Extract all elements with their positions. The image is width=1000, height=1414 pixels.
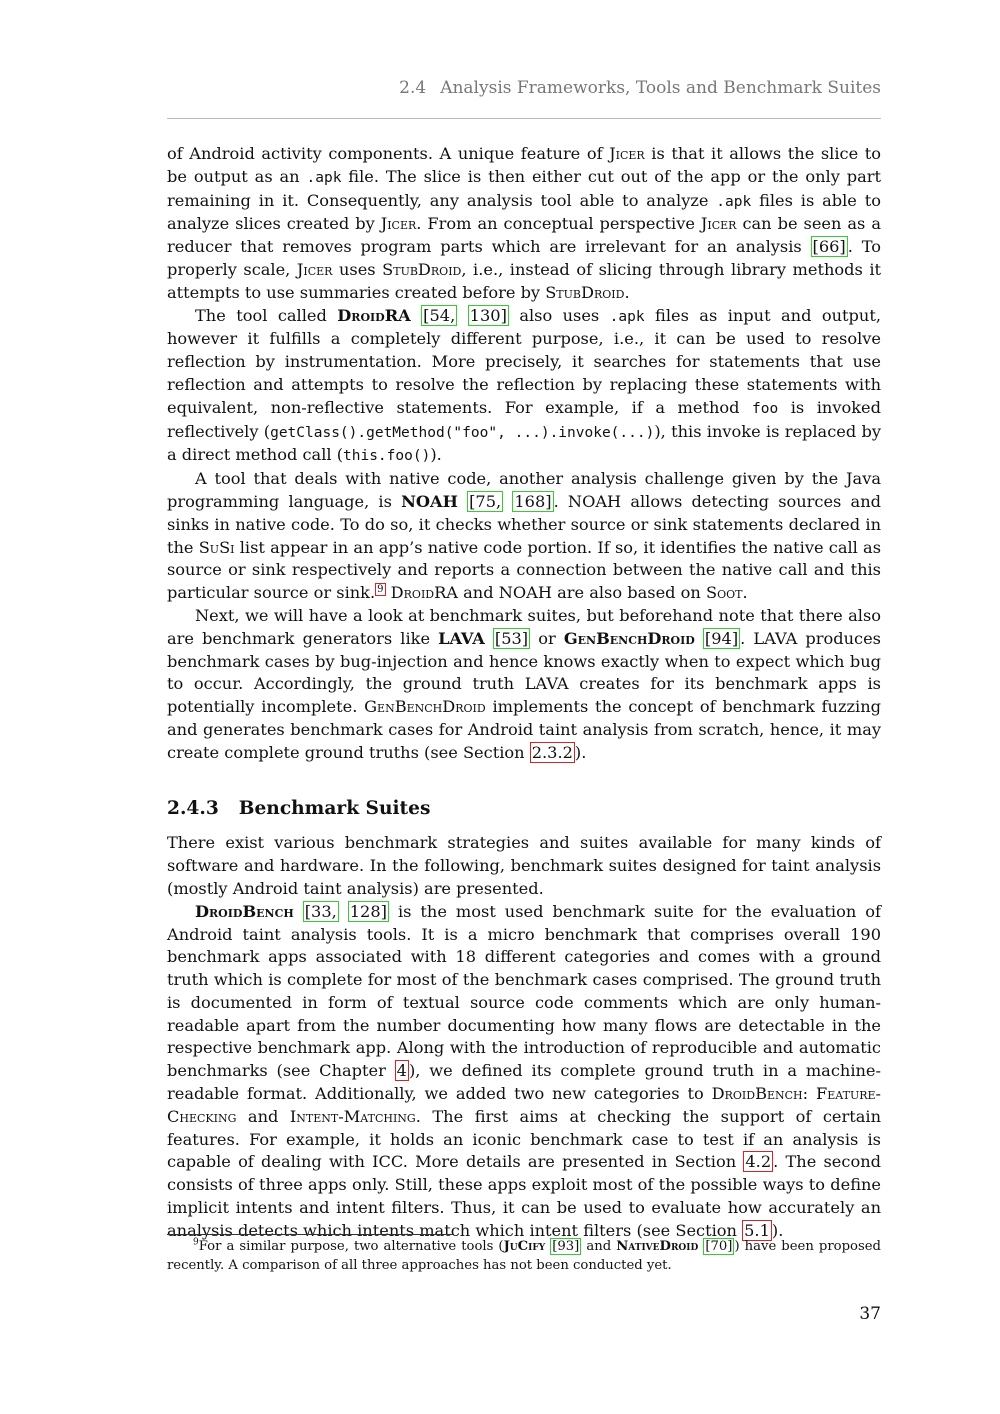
citation-link[interactable]: [70]	[705, 1239, 733, 1254]
paragraph-benchmark-generators: Next, we will have a look at benchmark suites, but beforehand note that there also are benchmark generators like LAVA [53] or GenBenchDroid [94] . LAVA produces benchmark cases by bug-injection and hence knows exactly when to expect which bug to occur. Accordingly, the ground truth LAVA creates for its benchmark apps is potentially incomplete. GenBenchDroid implements the concept of benchmark fuzzing and generates benchmark cases for Android taint analysis from scratch, hence, it may create complete ground truths (see Section 2.3.2 ).	[167, 605, 881, 762]
cross-reference-link[interactable]: 4.2	[745, 1152, 772, 1172]
footnote: $^9$For a similar purpose, two alternative tools (JuCify [93] and NativeDroid [70] ) have been proposed recently. A comparison of all three approaches has not been conducted yet.	[167, 1237, 881, 1273]
citation-link[interactable]: [54,	[423, 305, 456, 325]
code-snippet: getClass().getMethod("foo", ...).invoke(...)	[270, 424, 655, 441]
citation-link[interactable]: [75,	[469, 491, 502, 511]
main-text	[167, 143, 881, 1243]
tool-name: DroidBench	[195, 901, 294, 921]
section-heading: 2.4.3 Benchmark Suites	[167, 797, 431, 819]
paragraph-benchmark-intro: There exist various benchmark strategies and suites available for many kinds of software and hardware. In the following, benchmark suites designed for taint analysis (mostly Android taint analysis) are presented.	[167, 833, 881, 898]
paragraph-droidbench: DroidBench [33, 128] is the most used benchmark suite for the evaluation of Android taint analysis tools. It is a micro benchmark that comprises overall 190 benchmark apps associated with 18 different categories and comes with a ground truth which is complete for most of the benchmark cases comprised. The ground truth is documented in form of textual source code comments which are only human-readable apart from the number documenting how many flows are detectable in the respective benchmark app. Along with the introduction of reproducible and automatic benchmarks (see Chapter 4 ), we defined its complete ground truth in a machine-readable format. Additionally, we added two new categories to DroidBench: Feature-Checking and Intent-Matching. The first aims at checking the support of certain features. For example, it holds an iconic benchmark case to test if an analysis is capable of dealing with ICC. More details are presented in Section 4.2 . The second consists of three apps only. Still, these apps exploit most of the possible ways to define implicit intents and intent filters. Thus, it can be used to evaluate how accurately an analysis detects which intents match which intent filters (see Section 5.1 ).	[167, 901, 881, 1240]
tool-name: DroidRA	[337, 305, 411, 325]
code-snippet: this.foo()	[343, 448, 431, 465]
header-section-number: 2.4	[399, 78, 427, 98]
page-number: 37	[859, 1304, 881, 1324]
citation-link[interactable]: [94]	[704, 628, 739, 648]
citation-link[interactable]: [93]	[552, 1239, 580, 1254]
footnote-marker[interactable]: 9	[377, 583, 384, 595]
running-header	[167, 78, 881, 98]
cross-reference-link[interactable]: 5.1	[744, 1220, 770, 1240]
citation-link[interactable]: 168]	[514, 491, 552, 511]
tool-name: GenBenchDroid	[563, 628, 695, 648]
header-rule	[167, 118, 881, 119]
tool-name: NOAH	[401, 491, 458, 511]
tool-name: LAVA	[438, 628, 485, 648]
paragraph-droidra: The tool called DroidRA [54, 130] also uses .apk files as input and output, however it fulfills a completely different purpose, i.e., it can be used to resolve reflection by instrumentation. More precisely, it searches for statements that use reflection and attempts to resolve the reflection by replacing these statements with equivalent, non-reflective statements. For example, if a method foo is invoked reflectively (getClass().getMethod("foo", ...).invoke(...)), this invoke is replaced by a direct method call (this.foo()).	[167, 305, 882, 465]
citation-link[interactable]: [53]	[494, 628, 529, 648]
footnote-rule	[167, 1234, 453, 1235]
cross-reference-link[interactable]: 2.3.2	[531, 742, 573, 762]
cross-reference-link[interactable]: 4	[396, 1061, 407, 1081]
paragraph-jicer: of Android activity components. A unique feature of Jicer is that it allows the slice to be output as an .apk file. The slice is then either cut out of the app or the only part remaining in it. Consequently, any analysis tool able to analyze .apk files is able to analyze slices created by Jicer. From an conceptual perspective Jicer can be seen as a reducer that removes program parts which are irrelevant for an analysis [66] . To properly scale, Jicer uses StubDroid, i.e., instead of slicing through library methods it attempts to use summaries created before by StubDroid.	[167, 144, 882, 302]
paragraph-noah: A tool that deals with native code, another analysis challenge given by the Java programming language, is NOAH [75, 168] . NOAH allows detecting sources and sinks in native code. To do so, it checks whether source or sink statements declared in the SuSi list appear in an app’s native code portion. If so, it identifies the native call as source or sink respectively and reports a connection between the native call and this particular source or sink. $^9$ DroidRA and NOAH are also based on Soot.	[167, 469, 881, 603]
citation-link[interactable]: 128]	[349, 901, 387, 921]
citation-link[interactable]: [33,	[304, 901, 337, 921]
citation-link[interactable]: 130]	[469, 305, 507, 325]
citation-link[interactable]: [66]	[812, 237, 846, 257]
footnote-number: 9	[193, 1237, 199, 1248]
tool-name: NativeDroid	[616, 1239, 699, 1254]
header-section-title: Analysis Frameworks, Tools and Benchmark Suites	[440, 78, 881, 98]
tool-name: JuCify	[503, 1239, 546, 1254]
